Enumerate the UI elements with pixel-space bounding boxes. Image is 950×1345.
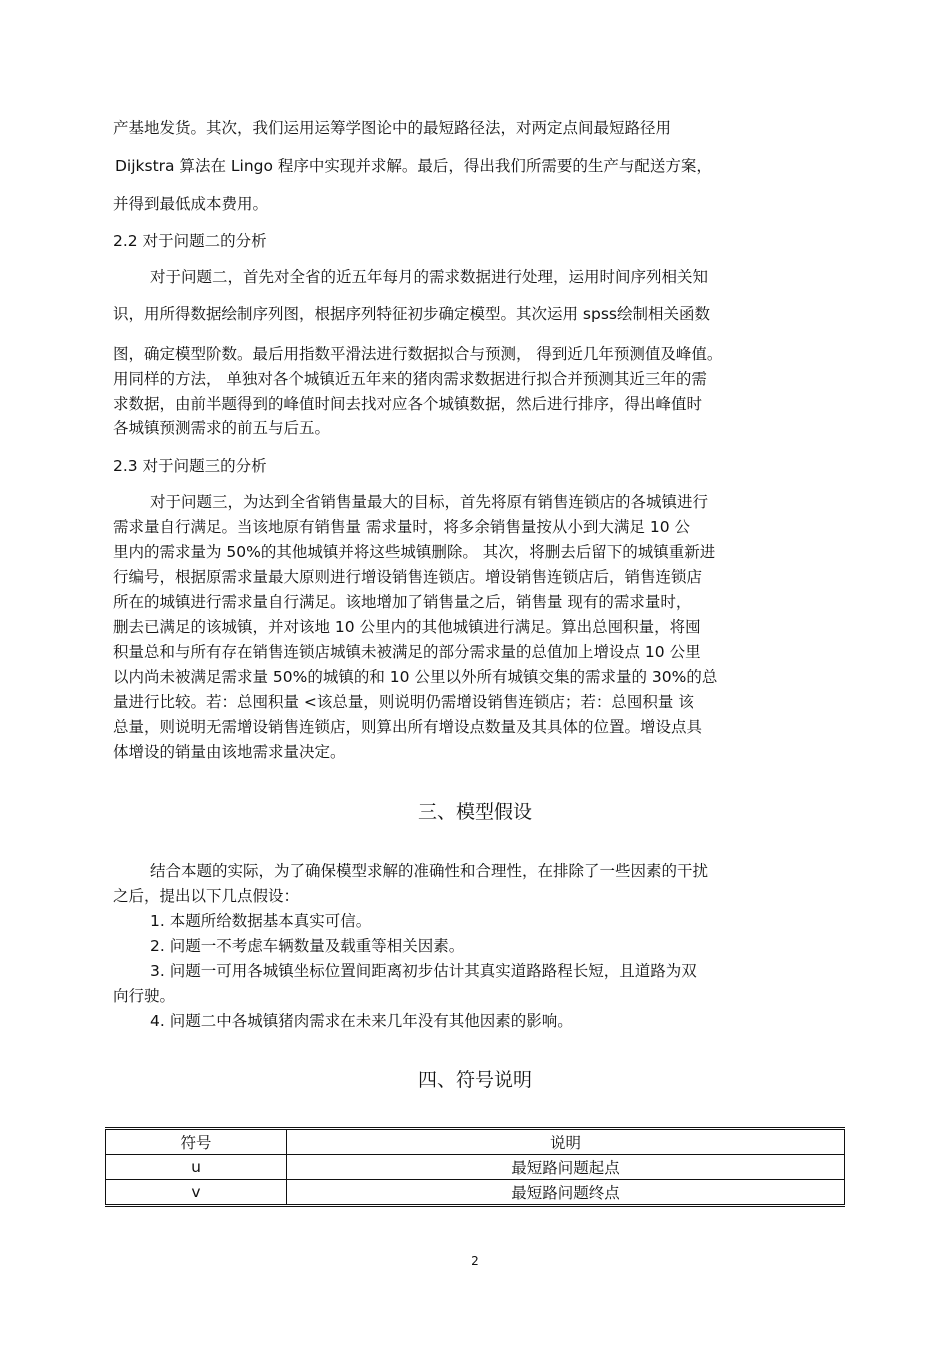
text-line: 1. 本题所给数据基本真实可信。 <box>150 912 372 930</box>
text-line: 积量总和与所有存在销售连锁店城镇未被满足的部分需求量的总值加上增设点 10 公里 <box>113 643 701 661</box>
text-line: 里内的需求量为 50%的其他城镇并将这些城镇删除。 其次，将删去后留下的城镇重新进 <box>113 543 716 561</box>
table-row <box>106 1155 845 1180</box>
text-line: 图，确定模型阶数。最后用指数平滑法进行数据拟合与预测， 得到近几年预测值及峰值。 <box>113 345 723 363</box>
text-line: 总量，则说明无需增设销售连锁店，则算出所有增设点数量及其具体的位置。增设点具 <box>113 718 703 736</box>
text-line: 2.2 对于问题二的分析 <box>113 232 267 250</box>
text-line: 量进行比较。若：总囤积量 <该总量，则说明仍需增设销售连锁店；若：总囤积量 该 <box>113 693 694 711</box>
table-header-symbol: 符号 <box>106 1129 287 1155</box>
text-line: 求数据，由前半题得到的峰值时间去找对应各个城镇数据，然后进行排序，得出峰值时 <box>113 395 703 413</box>
table-cell-symbol: u <box>106 1155 287 1180</box>
section-heading: 三、模型假设 <box>417 801 532 823</box>
text-line: 3. 问题一可用各城镇坐标位置间距离初步估计其真实道路路程长短，且道路为双 <box>150 962 697 980</box>
text-line: 之后，提出以下几点假设： <box>113 887 300 905</box>
text-line: 对于问题三，为达到全省销售量最大的目标，首先将原有销售连锁店的各城镇进行 <box>150 493 709 511</box>
table-header-description: 说明 <box>287 1129 845 1155</box>
text-line: 识，用所得数据绘制序列图，根据序列特征初步确定模型。其次运用 spss绘制相关函数 <box>113 305 710 323</box>
text-line: 向行驶。 <box>113 987 176 1005</box>
page-number: 2 <box>471 1254 479 1268</box>
symbol-table <box>105 1127 845 1207</box>
text-line: 结合本题的实际，为了确保模型求解的准确性和合理性，在排除了一些因素的干扰 <box>150 862 709 880</box>
text-line: 所在的城镇进行需求量自行满足。该地增加了销售量之后，销售量 现有的需求量时， <box>113 593 692 611</box>
table-header-row <box>106 1129 845 1155</box>
text-line: 用同样的方法， 单独对各个城镇近五年来的猪肉需求数据进行拟合并预测其近三年的需 <box>113 370 707 388</box>
text-line: 体增设的销量由该地需求量决定。 <box>113 743 346 761</box>
text-line: 删去已满足的该城镇，并对该地 10 公里内的其他城镇进行满足。算出总囤积量，将囤 <box>113 618 701 636</box>
text-line: 以内尚未被满足需求量 50%的城镇的和 10 公里以外所有城镇交集的需求量的 30%的总 <box>113 668 718 686</box>
table-cell-description: 最短路问题起点 <box>287 1155 845 1180</box>
table-cell-symbol: v <box>106 1180 287 1206</box>
table-row <box>106 1180 845 1206</box>
text-line: 产基地发货。其次，我们运用运筹学图论中的最短路径法，对两定点间最短路径用 <box>113 119 672 137</box>
text-line: 行编号，根据原需求量最大原则进行增设销售连锁店。增设销售连锁店后，销售连锁店 <box>113 568 703 586</box>
text-line: 4. 问题二中各城镇猪肉需求在未来几年没有其他因素的影响。 <box>150 1012 573 1030</box>
text-line: 2.3 对于问题三的分析 <box>113 457 267 475</box>
text-line: 各城镇预测需求的前五与后五。 <box>113 419 331 437</box>
text-line: 对于问题二，首先对全省的近五年每月的需求数据进行处理，运用时间序列相关知 <box>150 268 709 286</box>
section-heading: 四、符号说明 <box>417 1069 532 1091</box>
text-line: 2. 问题一不考虑车辆数量及载重等相关因素。 <box>150 937 465 955</box>
text-line: 并得到最低成本费用。 <box>113 195 269 213</box>
table-cell-description: 最短路问题终点 <box>287 1180 845 1206</box>
text-line: 需求量自行满足。当该地原有销售量 需求量时，将多余销售量按从小到大满足 10 公 <box>113 518 691 536</box>
text-line: Dijkstra 算法在 Lingo 程序中实现并求解。最后，得出我们所需要的生产与配送方案， <box>115 157 712 175</box>
